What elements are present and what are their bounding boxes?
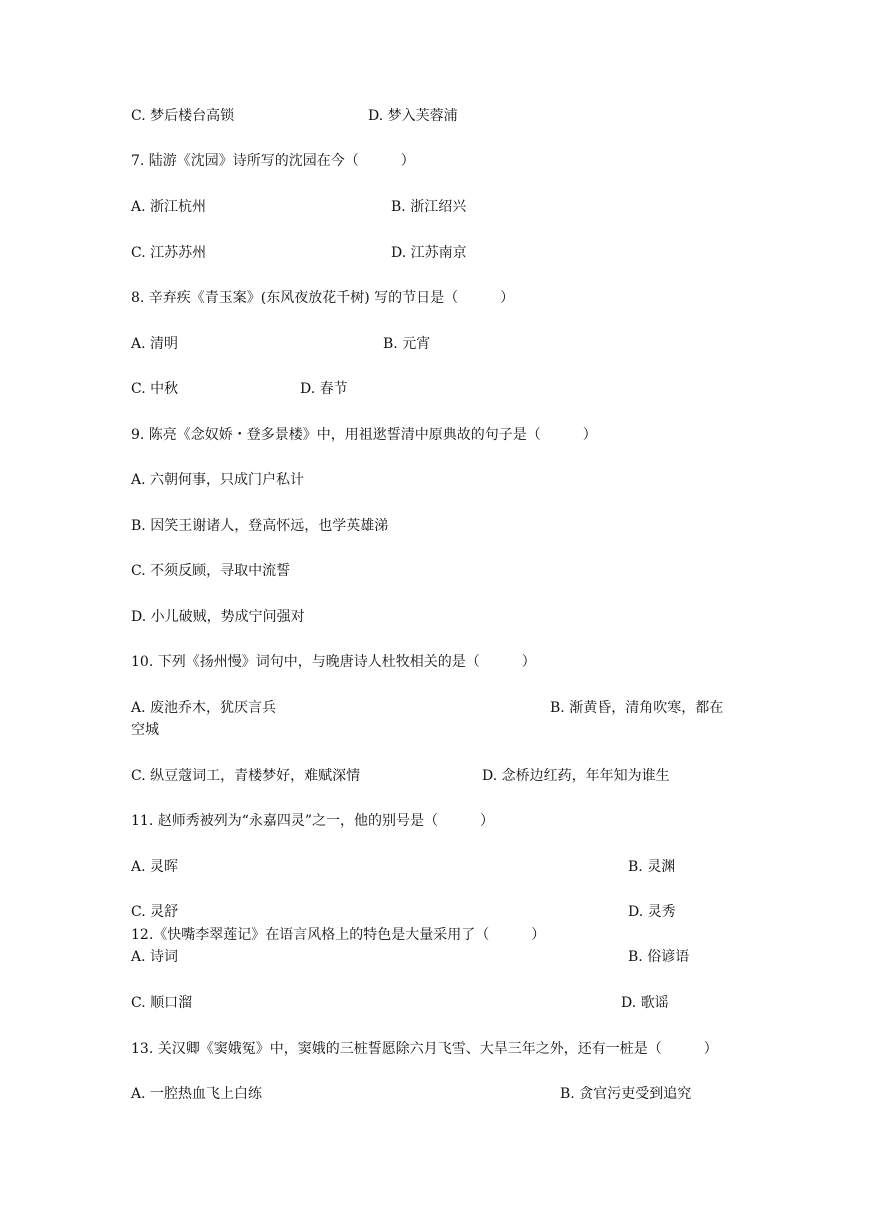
option-d: D. 江苏南京 bbox=[391, 245, 467, 261]
option-c: C. 不须反顾，寻取中流誓 bbox=[131, 563, 291, 579]
option-c: C. 顺口溜 bbox=[131, 995, 193, 1011]
question-9: 9. 陈亮《念奴娇・登多景楼》中，用祖逖誓清中原典故的句子是（ ） bbox=[131, 427, 597, 443]
option-a: A. 废池乔木，犹厌言兵 bbox=[131, 700, 277, 716]
option-b: B. 元宵 bbox=[383, 336, 431, 352]
option-c: C. 中秋 bbox=[131, 381, 179, 397]
option-a: A. 灵晖 bbox=[131, 859, 179, 875]
option-b: B. 灵渊 bbox=[628, 859, 676, 875]
option-d: D. 春节 bbox=[300, 381, 348, 397]
option-a: A. 六朝何事，只成门户私计 bbox=[131, 472, 305, 488]
option-b: B. 浙江绍兴 bbox=[391, 199, 467, 215]
question-11: 11. 赵师秀被列为“永嘉四灵”之一，他的别号是（ ） bbox=[131, 813, 495, 829]
option-c: C. 梦后楼台高锁 bbox=[131, 108, 235, 124]
option-d: D. 梦入芙蓉浦 bbox=[368, 108, 458, 124]
option-b: B. 贪官污吏受到追究 bbox=[560, 1086, 692, 1102]
option-b: B. 渐黄昏，清角吹寒，都在 bbox=[550, 700, 724, 716]
option-b: B. 俗谚语 bbox=[628, 949, 690, 965]
option-a: A. 诗词 bbox=[131, 949, 179, 965]
option-a: A. 清明 bbox=[131, 336, 179, 352]
option-a: A. 一腔热血飞上白练 bbox=[131, 1086, 263, 1102]
option-b: B. 因笑王谢诸人，登高怀远，也学英雄涕 bbox=[131, 518, 389, 534]
option-b-continued: 空城 bbox=[131, 722, 159, 738]
option-d: D. 念桥边红药，年年知为谁生 bbox=[482, 768, 670, 784]
option-d: D. 灵秀 bbox=[628, 904, 676, 920]
question-12: 12.《快嘴李翠莲记》在语言风格上的特色是大量采用了（ ） bbox=[131, 927, 546, 943]
question-13: 13. 关汉卿《窦娥冤》中，窦娥的三桩誓愿除六月飞雪、大旱三年之外，还有一桩是（ ） bbox=[131, 1041, 718, 1057]
question-7: 7. 陆游《沈园》诗所写的沈园在今（ ） bbox=[131, 153, 415, 169]
option-c: C. 纵豆蔻词工，青楼梦好，难赋深情 bbox=[131, 768, 361, 784]
question-10: 10. 下列《扬州慢》词句中，与晚唐诗人杜牧相关的是（ ） bbox=[131, 654, 536, 670]
option-c: C. 江苏苏州 bbox=[131, 245, 207, 261]
option-c: C. 灵舒 bbox=[131, 904, 179, 920]
option-d: D. 小儿破贼，势成宁问强对 bbox=[131, 609, 305, 625]
option-a: A. 浙江杭州 bbox=[131, 199, 207, 215]
question-8: 8. 辛弃疾《青玉案》(东风夜放花千树) 写的节日是（ ） bbox=[131, 290, 515, 306]
option-d: D. 歌谣 bbox=[621, 995, 669, 1011]
